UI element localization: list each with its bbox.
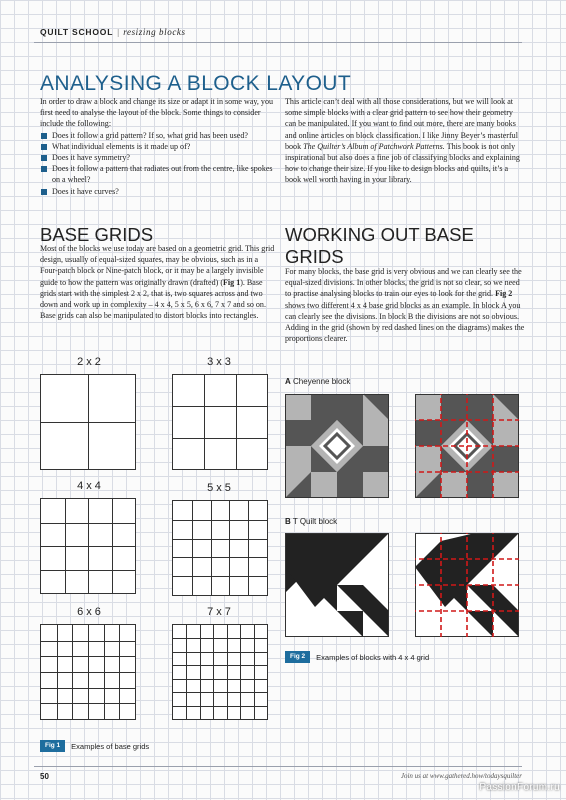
grid-line: [104, 625, 105, 719]
grid-line: [229, 501, 230, 595]
intro-paragraph: In order to draw a block and change its size or adapt it in some way, you first need to analyse the layout of the block. Some things to consider include the following:: [40, 97, 273, 129]
fig-ref: Fig 1: [223, 277, 241, 287]
fig1-caption-text: Examples of base grids: [71, 741, 150, 751]
bullet-item: What individual elements is it made up of?: [40, 141, 276, 152]
bullet-item: Does it follow a pattern that radiates out from the centre, like spokes on a wheel?: [40, 163, 276, 185]
cheyenne-pieces: [285, 394, 389, 498]
grid-line: [41, 703, 135, 704]
grid-label: 5 x 5: [207, 482, 231, 494]
block-b-name: T Quilt block: [292, 517, 338, 526]
block-a-letter: A: [285, 377, 291, 386]
grid-line: [236, 375, 237, 469]
working-heading: WORKING OUT BASE GRIDS: [285, 224, 474, 267]
block-b-letter: B: [285, 517, 291, 526]
grid-line: [173, 557, 267, 558]
fig1-tag: Fig 1: [40, 740, 65, 752]
fig-ref: Fig 2: [495, 289, 513, 299]
grid-line: [41, 570, 135, 571]
intro-left: [40, 96, 276, 197]
grid-line: [41, 688, 135, 689]
grid-line: [119, 625, 120, 719]
base-grid-2x2: [40, 374, 136, 470]
intro-right-text-2: This book is not only inspirational but also does a fine job of classifying blocks and explaining how to change their size. If you like to design blocks and quilts, it’s a book well worth having in your library.: [285, 141, 520, 185]
base-grid-3x3: [172, 374, 268, 470]
grid-line: [41, 422, 135, 423]
grid-line: [173, 406, 267, 407]
fig1-caption: [40, 740, 149, 752]
fig2-tag: Fig 2: [285, 651, 310, 663]
grid-label: 4 x 4: [77, 480, 101, 492]
section-label: QUILT SCHOOL: [40, 27, 114, 37]
cheyenne-block-with-grid: [415, 394, 519, 498]
grid-label: 6 x 6: [77, 606, 101, 618]
block-b-label: [285, 517, 337, 526]
base-grids-heading: BASE GRIDS: [40, 224, 154, 245]
watermark: PassionForum.ru: [479, 782, 560, 793]
grid-line: [204, 375, 205, 469]
topic-label: resizing blocks: [123, 27, 186, 37]
intro-right: [285, 96, 525, 186]
t-quilt-block-with-grid: [415, 533, 519, 637]
grid-label: 7 x 7: [207, 606, 231, 618]
cheyenne-block: [285, 394, 389, 498]
bullet-item: Does it have curves?: [40, 186, 276, 197]
fig2-caption-text: Examples of blocks with 4 x 4 grid: [316, 652, 430, 662]
footer-text: Join us at www.gathered.how/todaysquilter: [400, 772, 522, 780]
book-title: The Quilter’s Album of Patchwork Patterns.: [303, 141, 445, 151]
base-grids-text-a: Most of the blocks we use today are based on a geometric grid. This grid design, usually of equal-sized squares, may be obvious, such as in a Four-patch block or Nine-patch block, or it may be a largely invisible guide to how the pattern was originally drawn (drafted) (: [40, 244, 275, 287]
base-grid-7x7: [172, 624, 268, 720]
grid-line: [173, 520, 267, 521]
working-text-b: shows two different 4 x 4 base grid blocks as an example. In block A you can clearly see the divisions. In block B the divisions are not so obvious. Adding in the grid (shown by red dashed lines on the diagrams) makes the proportions clearer.: [285, 300, 525, 344]
page-header: [40, 27, 186, 37]
grid-label: 2 x 2: [77, 356, 101, 368]
grid-line: [211, 501, 212, 595]
base-grids-text-b: ). Base grids start with the simplest 2 x 2, that is, two squares across and two down and work up in complexity – 4 x 4, 5 x 5, 6 x 6, 7 x 7 and so on. Base grids can also be manipulated to distort blocks into rectangles.: [40, 277, 266, 321]
grid-line: [192, 501, 193, 595]
block-a-name: Cheyenne block: [293, 377, 351, 386]
block-a-label: [285, 377, 350, 386]
header-rule: [34, 42, 522, 43]
footer-rule: [34, 766, 522, 767]
grid-line: [173, 438, 267, 439]
header-separator: |: [117, 27, 120, 37]
grid-line: [173, 539, 267, 540]
grid-line: [41, 546, 135, 547]
base-grids-text: [40, 243, 276, 321]
base-grid-4x4: [40, 498, 136, 594]
base-grid-6x6: [40, 624, 136, 720]
base-grid-5x5: [172, 500, 268, 596]
grid-line: [173, 576, 267, 577]
page-number: 50: [40, 772, 49, 781]
bullet-item: Does it have symmetry?: [40, 152, 276, 163]
intro-bullets: [40, 130, 276, 197]
intro-right-text: This article can’t deal with all those considerations, but we will look at some simple blocks with a clear grid pattern to see how their geometry can be manipulated. If you want to find out more, there are many books and online articles on block classification. I like Jinny Beyer’s masterful book: [285, 97, 518, 151]
working-text-a: For many blocks, the base grid is very obvious and we can clearly see the equal-sized divisions. In other blocks, the grid is not so clear, so we need to practise analysing blocks to train our eyes to look for the grid.: [285, 267, 522, 299]
working-text: [285, 266, 525, 344]
page-title: ANALYSING A BLOCK LAYOUT: [40, 72, 352, 95]
t-quilt-block: [285, 533, 389, 637]
grid-line: [41, 672, 135, 673]
grid-line: [248, 501, 249, 595]
grid-line: [173, 706, 267, 707]
grid-label: 3 x 3: [207, 356, 231, 368]
bullet-item: Does it follow a grid pattern? If so, what grid has been used?: [40, 130, 276, 141]
grid-line: [112, 499, 113, 593]
fig2-caption: [285, 651, 429, 663]
